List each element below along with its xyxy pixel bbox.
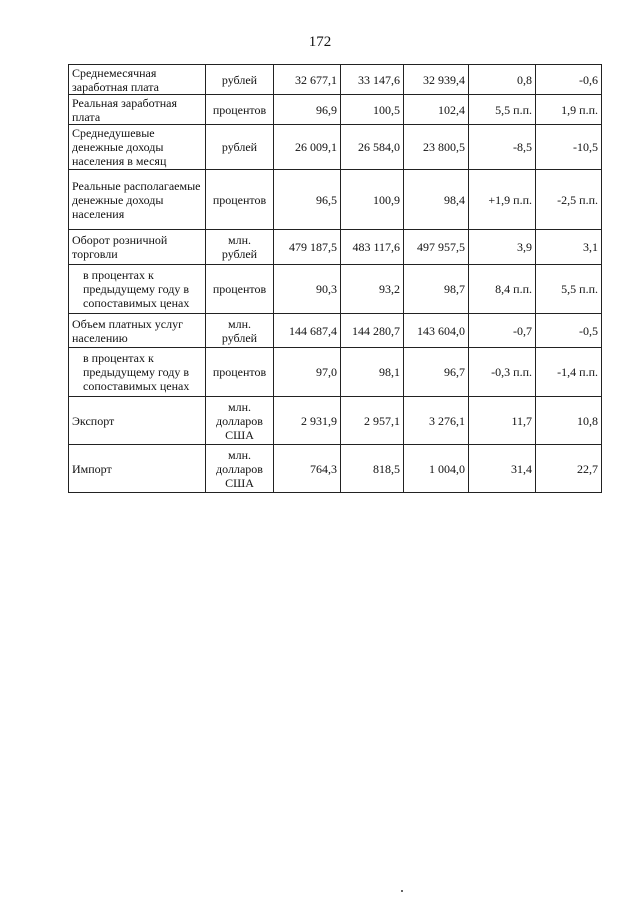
value-cell: 2 957,1 — [341, 397, 404, 445]
row-unit: млн. рублей — [206, 230, 274, 265]
value-cell: 26 009,1 — [274, 125, 341, 170]
value-cell: 5,5 п.п. — [469, 95, 536, 125]
table-row — [69, 125, 602, 170]
row-unit: рублей — [206, 65, 274, 95]
value-cell: 3 276,1 — [404, 397, 469, 445]
row-unit: млн. долларов США — [206, 445, 274, 493]
row-label: Среднедушевые денежные доходы населения в месяц — [69, 125, 206, 170]
row-unit: рублей — [206, 125, 274, 170]
row-unit: млн. долларов США — [206, 397, 274, 445]
value-cell: 2 931,9 — [274, 397, 341, 445]
value-cell: -2,5 п.п. — [536, 170, 602, 230]
value-cell: -0,5 — [536, 314, 602, 348]
value-cell: 23 800,5 — [404, 125, 469, 170]
value-cell: -10,5 — [536, 125, 602, 170]
value-cell: 143 604,0 — [404, 314, 469, 348]
value-cell: 3,9 — [469, 230, 536, 265]
value-cell: 90,3 — [274, 265, 341, 314]
row-label: Среднемесячная заработная плата — [69, 65, 206, 95]
value-cell: 96,5 — [274, 170, 341, 230]
value-cell: 100,5 — [341, 95, 404, 125]
row-label: в процентах к предыдущему году в сопоставимых ценах — [69, 265, 206, 314]
value-cell: -0,6 — [536, 65, 602, 95]
value-cell: 144 280,7 — [341, 314, 404, 348]
value-cell: 97,0 — [274, 348, 341, 397]
value-cell: 22,7 — [536, 445, 602, 493]
value-cell: 93,2 — [341, 265, 404, 314]
table-row — [69, 314, 602, 348]
table-row — [69, 348, 602, 397]
value-cell: 100,9 — [341, 170, 404, 230]
value-cell: -1,4 п.п. — [536, 348, 602, 397]
row-unit: процентов — [206, 95, 274, 125]
value-cell: 11,7 — [469, 397, 536, 445]
value-cell: 764,3 — [274, 445, 341, 493]
value-cell: 32 677,1 — [274, 65, 341, 95]
table-row — [69, 230, 602, 265]
value-cell: 96,9 — [274, 95, 341, 125]
value-cell: -8,5 — [469, 125, 536, 170]
row-label: Оборот розничной торговли — [69, 230, 206, 265]
row-label: в процентах к предыдущему году в сопоставимых ценах — [69, 348, 206, 397]
value-cell: 1,9 п.п. — [536, 95, 602, 125]
table-row — [69, 170, 602, 230]
page-number: 172 — [308, 34, 332, 50]
row-label: Экспорт — [69, 397, 206, 445]
row-unit: млн. рублей — [206, 314, 274, 348]
table-row — [69, 95, 602, 125]
value-cell: 10,8 — [536, 397, 602, 445]
value-cell: 32 939,4 — [404, 65, 469, 95]
row-unit: процентов — [206, 170, 274, 230]
table-row — [69, 445, 602, 493]
value-cell: 96,7 — [404, 348, 469, 397]
value-cell: +1,9 п.п. — [469, 170, 536, 230]
value-cell: 31,4 — [469, 445, 536, 493]
value-cell: 26 584,0 — [341, 125, 404, 170]
value-cell: -0,7 — [469, 314, 536, 348]
value-cell: 144 687,4 — [274, 314, 341, 348]
value-cell: 98,7 — [404, 265, 469, 314]
value-cell: 5,5 п.п. — [536, 265, 602, 314]
value-cell: 818,5 — [341, 445, 404, 493]
value-cell: 98,4 — [404, 170, 469, 230]
value-cell: 483 117,6 — [341, 230, 404, 265]
value-cell: 479 187,5 — [274, 230, 341, 265]
value-cell: 1 004,0 — [404, 445, 469, 493]
value-cell: 33 147,6 — [341, 65, 404, 95]
value-cell: 102,4 — [404, 95, 469, 125]
value-cell: 98,1 — [341, 348, 404, 397]
table-row — [69, 65, 602, 95]
table-row — [69, 397, 602, 445]
row-label: Импорт — [69, 445, 206, 493]
row-unit: процентов — [206, 348, 274, 397]
value-cell: 8,4 п.п. — [469, 265, 536, 314]
value-cell: -0,3 п.п. — [469, 348, 536, 397]
statistics-table — [68, 64, 602, 493]
value-cell: 3,1 — [536, 230, 602, 265]
speck-mark — [401, 890, 403, 892]
row-label: Реальная заработная плата — [69, 95, 206, 125]
row-unit: процентов — [206, 265, 274, 314]
value-cell: 497 957,5 — [404, 230, 469, 265]
row-label: Реальные располагаемые денежные доходы населения — [69, 170, 206, 230]
table-row — [69, 265, 602, 314]
row-label: Объем платных услуг населению — [69, 314, 206, 348]
value-cell: 0,8 — [469, 65, 536, 95]
